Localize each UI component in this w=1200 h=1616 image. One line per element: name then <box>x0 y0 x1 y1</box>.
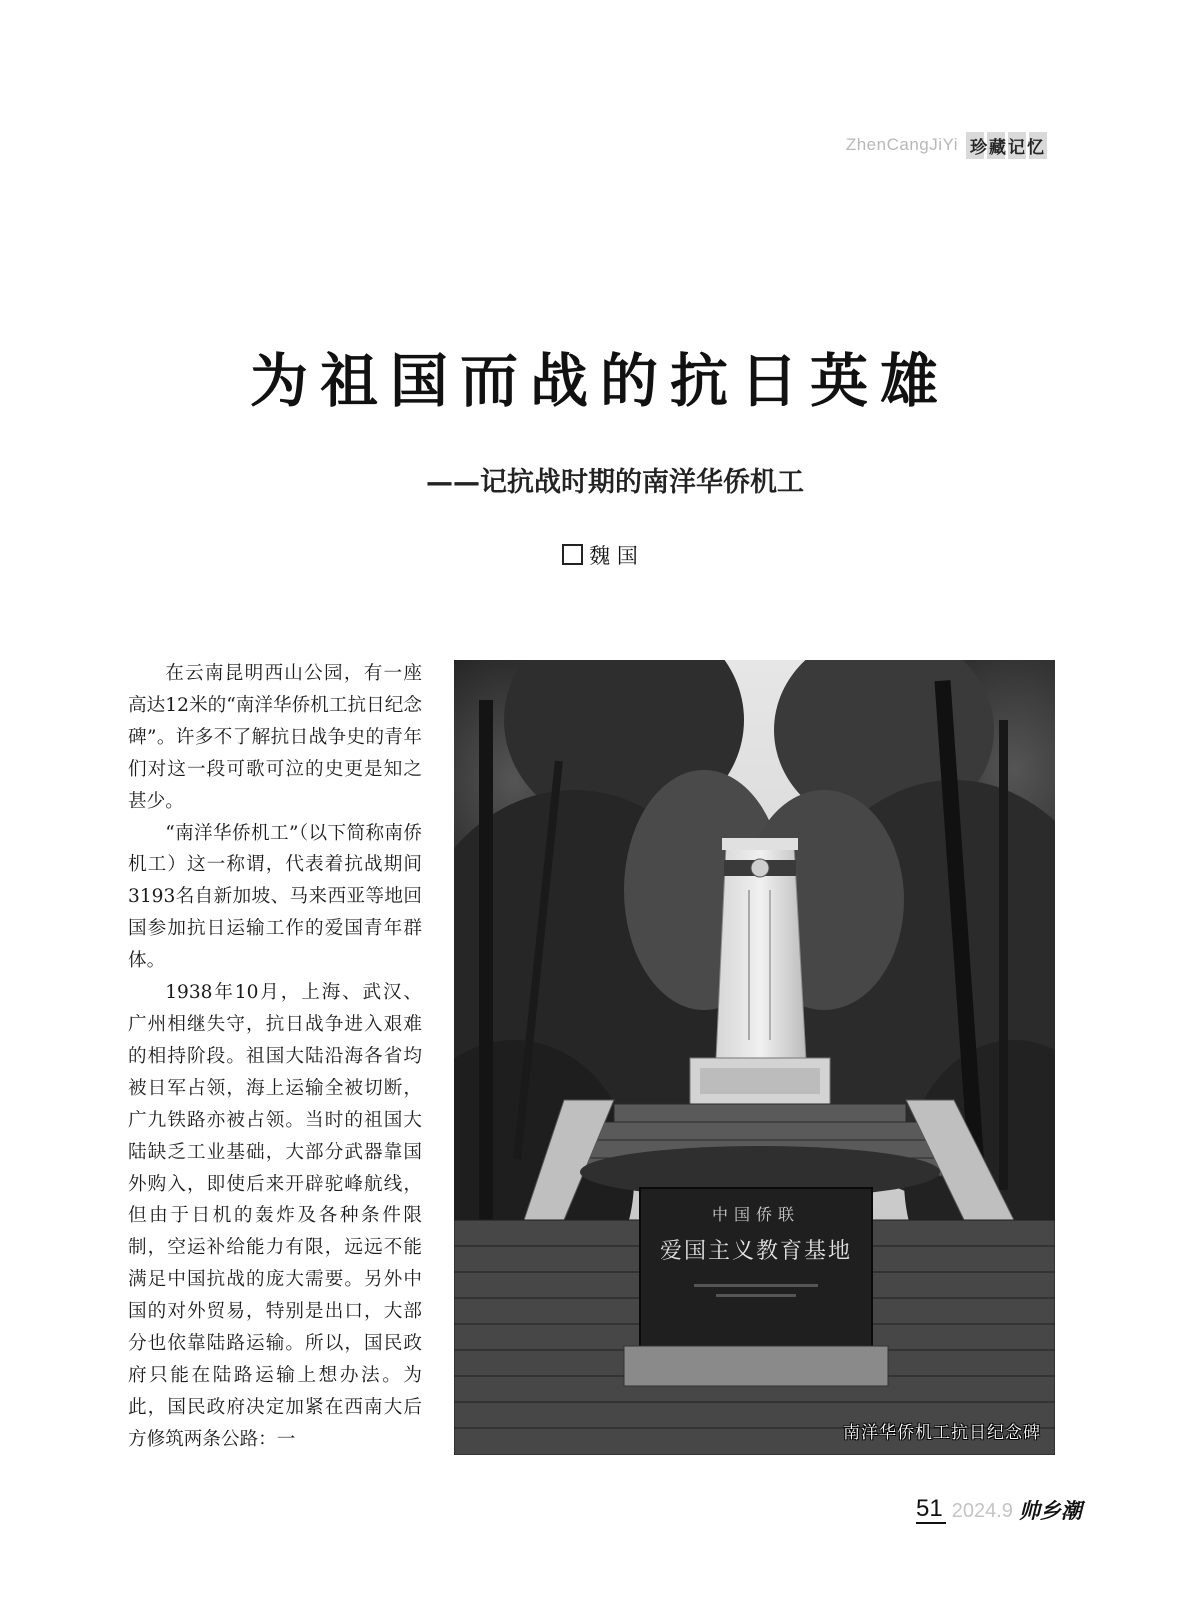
column-header-latin: ZhenCangJiYi <box>845 135 958 154</box>
column-header-name: 珍藏记忆 <box>966 132 1050 159</box>
paragraph-1: 在云南昆明西山公园，有一座高达12米的“南洋华侨机工抗日纪念碑”。许多不了解抗日战争史的青年们对这一段可歌可泣的史更是知之甚少。 <box>128 663 422 812</box>
memorial-photo <box>454 660 1055 1455</box>
article-subtitle: ——记抗战时期的南洋华侨机工 <box>426 467 804 498</box>
plaque-text-2: 爱国主义教育基地 <box>659 1239 853 1264</box>
article-body <box>128 658 422 1456</box>
plaque-text-1: 中国侨联 <box>711 1205 801 1224</box>
author-name: 魏 国 <box>589 544 638 568</box>
paragraph-2: “南洋华侨机工”（以下简称南侨机工）这一称谓，代表着抗战期间3193名自新加坡、马来西亚等地回国参加抗日运输工作的爱国青年群体。 <box>128 822 422 972</box>
byline <box>0 542 1200 570</box>
paragraph-3: 1938年10月，上海、武汉、广州相继失守，抗日战争进入艰难的相持阶段。祖国大陆沿海各省均被日军占领，海上运输全被切断，广九铁路亦被占领。当时的祖国大陆缺乏工业基础，大部分武器靠国外购入，即使后来开辟驼峰航线，但由于日机的轰炸及各种条件限制，空运补给能力有限，远远不能满足中国抗战的庞大需要。另外中国的对外贸易，特别是出口，大部分也依靠陆路运输。所以，国民政府只能在陆路运输上想办法。为此，国民政府决定加紧在西南大后方修筑两条公路：一 <box>128 982 422 1450</box>
byline-box-icon <box>562 544 583 565</box>
column-header <box>846 132 1050 158</box>
page-number: 51 <box>916 1496 946 1524</box>
photo-caption: 南洋华侨机工抗日纪念碑 <box>843 1423 1041 1443</box>
issue-date: 2024.9 <box>951 1500 1013 1522</box>
memorial-photo-image <box>454 660 1055 1455</box>
article-title: 为祖国而战的抗日英雄 <box>249 347 950 415</box>
magazine-name-logo: 帅乡潮 <box>1018 1498 1082 1523</box>
page-footer <box>916 1494 1082 1524</box>
